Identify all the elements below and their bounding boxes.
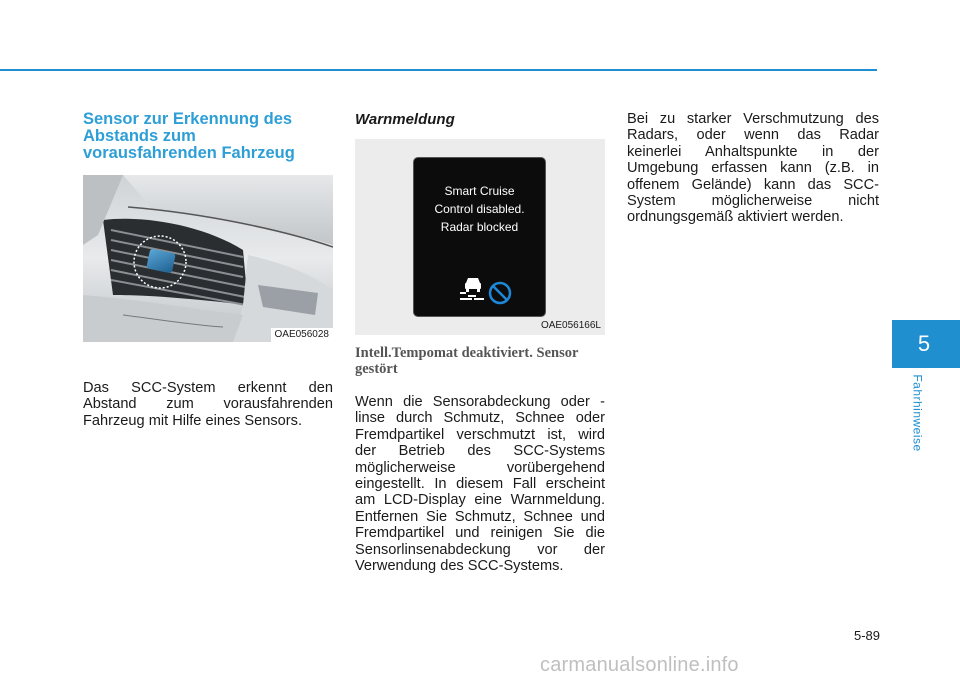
section3-body: Bei zu starker Verschmutzung des Radars, oder wenn das Radar keinerlei Anhaltspunkte in der Umgebung erfassen kann (z.B. in offenem Gelände) kann das SCC-System möglicherweise nicht ordnungsgemäß aktiviert werden. xyxy=(627,111,879,226)
figure-code: OAE056166L xyxy=(540,320,601,331)
car-front-illustration xyxy=(83,175,333,342)
figure-car-front-sensor xyxy=(83,175,333,342)
top-rule xyxy=(0,69,877,71)
warning-subheading: Intell.Tempomat deaktiviert. Sensor gestört xyxy=(355,345,579,377)
watermark: carmanualsonline.info xyxy=(540,654,739,676)
section-heading-warning: Warnmeldung xyxy=(355,111,455,128)
section-heading-sensor: Sensor zur Erkennung des Abstands zum vorausfahrenden Fahrzeug xyxy=(83,110,295,162)
radar-blocked-icon xyxy=(460,268,516,308)
lcd-warning-message: Smart Cruise Control disabled. Radar blocked xyxy=(434,184,525,234)
lcd-display xyxy=(414,158,545,316)
section1-body: Das SCC-System erkennt den Abstand zum vorausfahrenden Fahrzeug mit Hilfe eines Sensors. xyxy=(83,380,333,429)
page-number: 5-89 xyxy=(853,628,880,643)
figure-lcd-warning xyxy=(355,139,605,335)
chapter-side-label xyxy=(910,368,926,458)
section2-body: Wenn die Sensorabdeckung oder -linse durch Schmutz, Schnee oder Fremdpartikel verschmutzt ist, wird der Betrieb des SCC-Systems möglicherweise vorübergehend eingestellt. In diesem Fall erscheint am LCD-Display eine Warnmeldung. Entfernen Sie Schmutz, Schnee und Fremdpartikel und reinigen Sie die Sensorlinsenabdeckung vor der Verwendung des SCC-Systems. xyxy=(355,394,605,575)
figure-code: OAE056028 xyxy=(271,328,334,342)
chapter-label: Fahrhinweise xyxy=(911,374,925,452)
chapter-tab: 5 xyxy=(892,320,960,368)
